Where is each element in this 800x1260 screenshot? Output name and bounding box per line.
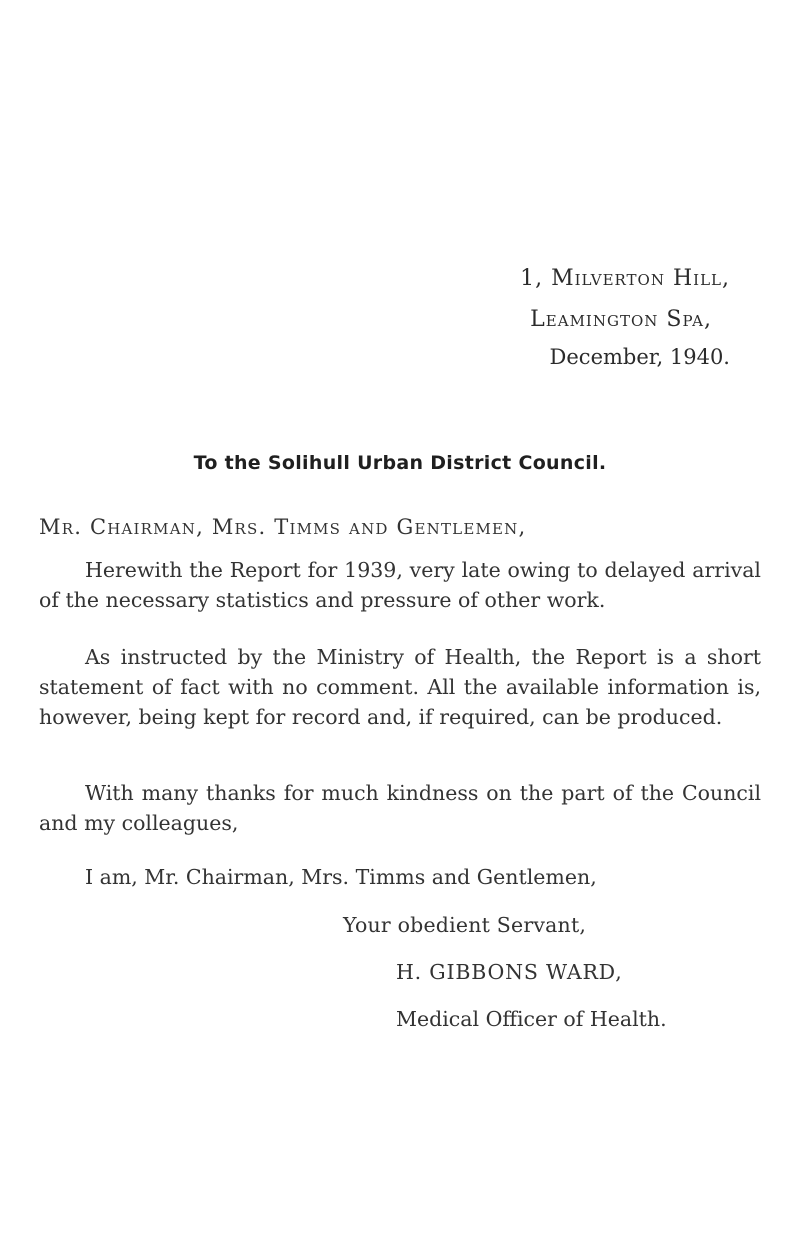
signatory-name: H. GIBBONS WARD, xyxy=(396,960,623,984)
body-paragraph-1: Herewith the Report for 1939, very late owing to delayed arrival of the necessary statistics and pressure of other work. xyxy=(39,558,761,612)
letter-date: December, 1940. xyxy=(549,345,730,369)
address-line-1: 1, Milverton Hill, xyxy=(520,266,730,291)
address-line-2: Leamington Spa, xyxy=(530,307,712,332)
salutation: Mr. Chairman, Mrs. Timms and Gentlemen, xyxy=(39,515,527,539)
valediction: Your obedient Servant, xyxy=(343,913,587,937)
body-paragraph-3: With many thanks for much kindness on the part of the Council and my colleagues, xyxy=(39,781,761,835)
closing-line: I am, Mr. Chairman, Mrs. Timms and Gentlemen, xyxy=(85,865,597,889)
body-paragraph-2: As instructed by the Ministry of Health, the Report is a short statement of fact with no comment. All the available information is, however, being kept for record and, if required, can be produced. xyxy=(39,645,761,729)
addressee-heading: To the Solihull Urban District Council. xyxy=(193,452,607,474)
signatory-title: Medical Officer of Health. xyxy=(396,1007,667,1031)
